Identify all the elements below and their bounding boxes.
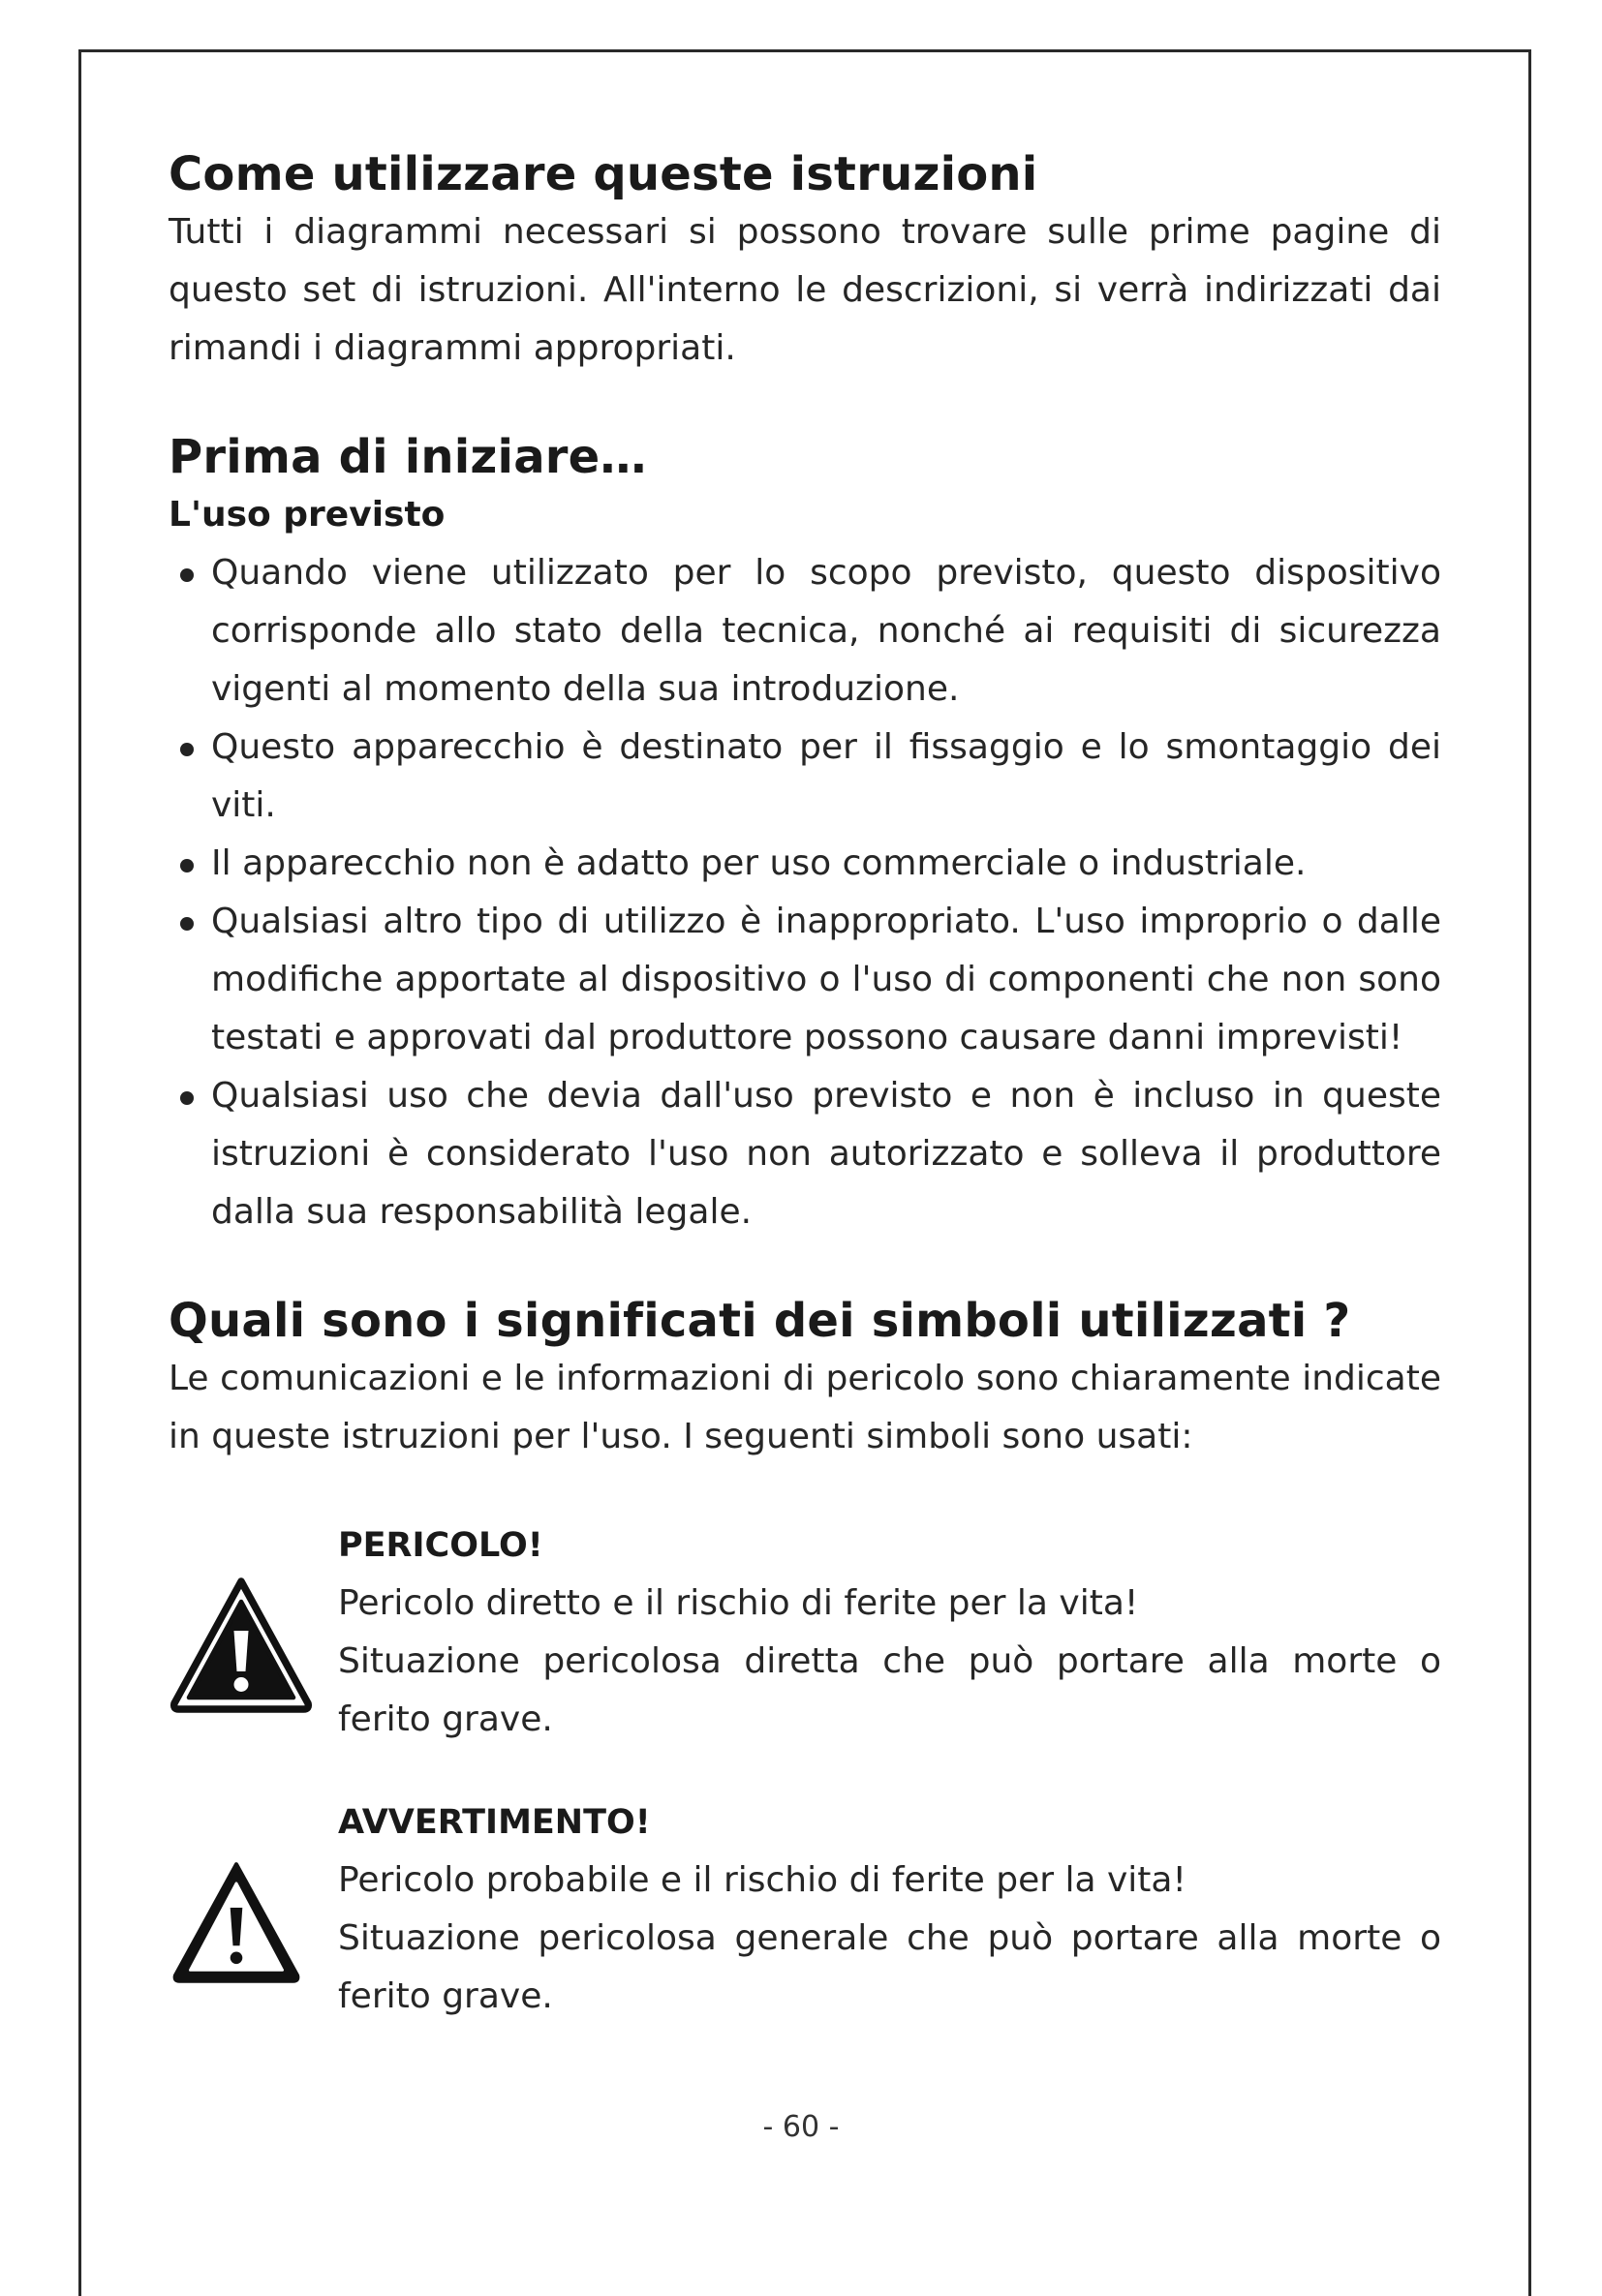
symbol-caution-title: AVVERTIMENTO! xyxy=(338,1803,651,1842)
bullet-icon xyxy=(180,1091,194,1105)
symbol-danger-line2: Situazione pericolosa diretta che può portare alla morte o ferito grave. xyxy=(338,1641,1441,1739)
section-before-start xyxy=(169,428,1441,1241)
symbol-danger-title: PERICOLO! xyxy=(338,1526,543,1565)
section-symbols xyxy=(169,1292,1441,1466)
section-heading-before-start: Prima di iniziare… xyxy=(169,430,647,484)
section-instructions xyxy=(169,145,1441,378)
symbol-caution-line2: Situazione pericolosa generale che può portare alla morte o ferito grave. xyxy=(338,1918,1441,2016)
caution-warning-triangle-icon xyxy=(169,1853,304,1989)
list-item xyxy=(169,893,1441,1067)
bullet-icon xyxy=(180,917,194,931)
section-heading-instructions: Come utilizzare queste istruzioni xyxy=(169,147,1038,201)
page-number: - 60 - xyxy=(762,2110,840,2144)
list-item xyxy=(169,1067,1441,1241)
bullet-icon xyxy=(180,859,194,872)
list-item-text: Questo apparecchio è destinato per il fissaggio e lo smontaggio dei viti. xyxy=(211,727,1441,825)
page-content xyxy=(169,145,1441,2026)
list-item-text: Quando viene utilizzato per lo scopo previsto, questo dispositivo corrisponde allo stato della tecnica, nonché ai requisiti di sicurezza vigenti al momento della sua introduzione. xyxy=(211,553,1441,709)
intended-use-list xyxy=(169,544,1441,1241)
symbol-danger-text xyxy=(338,1516,1441,1749)
danger-warning-triangle-icon xyxy=(169,1573,314,1718)
bullet-icon xyxy=(180,743,194,756)
symbol-caution-line1: Pericolo probabile e il rischio di ferite per la vita! xyxy=(338,1860,1186,1900)
section-heading-symbols: Quali sono i significati dei simboli utilizzati ? xyxy=(169,1294,1351,1348)
list-item-text: Qualsiasi uso che devia dall'uso previsto e non è incluso in queste istruzioni è considerato l'uso non autorizzato e solleva il produttore dalla sua responsabilità legale. xyxy=(211,1076,1441,1232)
list-item xyxy=(169,544,1441,719)
list-item xyxy=(169,835,1441,893)
symbol-danger-line1: Pericolo diretto e il rischio di ferite per la vita! xyxy=(338,1583,1139,1623)
list-item-text: Qualsiasi altro tipo di utilizzo è inappropriato. L'uso improprio o dalle modifiche apportate al dispositivo o l'uso di componenti che non sono testati e approvati dal produttore possono causare danni imprevisti! xyxy=(211,902,1441,1057)
symbol-caution-text xyxy=(338,1793,1441,2026)
subheading-intended-use: L'uso previsto xyxy=(169,495,446,535)
section-text-instructions: Tutti i diagrammi necessari si possono trovare sulle prime pagine di questo set di istruzioni. All'interno le descrizioni, si verrà indirizzati dai rimandi i diagrammi appropriati. xyxy=(169,212,1441,368)
list-item xyxy=(169,719,1441,835)
bullet-icon xyxy=(180,568,194,582)
list-item-text: Il apparecchio non è adatto per uso commerciale o industriale. xyxy=(211,843,1307,883)
symbol-danger xyxy=(169,1516,1441,1749)
symbol-caution xyxy=(169,1793,1441,2026)
section-text-symbols: Le comunicazioni e le informazioni di pericolo sono chiaramente indicate in queste istruzioni per l'uso. I seguenti simboli sono usati: xyxy=(169,1359,1441,1456)
